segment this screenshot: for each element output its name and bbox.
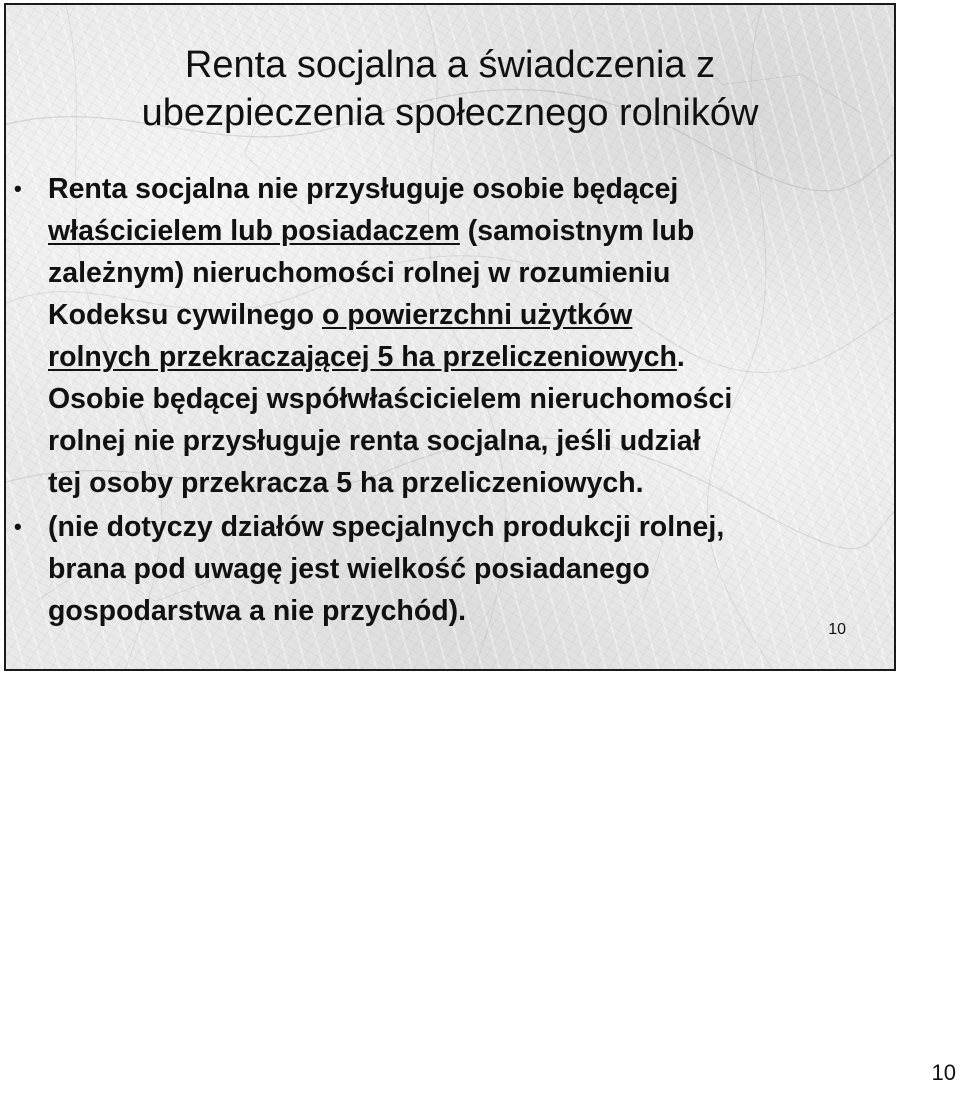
- text-line: [48, 294, 894, 336]
- text-fragment: .: [676, 341, 685, 373]
- text-line: gospodarstwa a nie przychód).: [48, 595, 467, 627]
- bullet-list: [14, 168, 894, 632]
- slide: [4, 3, 896, 671]
- underlined-text: o powierzchni użytków: [321, 299, 633, 331]
- title-line: ubezpieczenia społecznego rolników: [141, 92, 759, 134]
- text-line: [48, 210, 894, 252]
- underlined-text: właścicielem lub posiadaczem: [48, 215, 460, 247]
- slide-number: 10: [828, 621, 846, 638]
- bullet-item: [14, 506, 894, 632]
- text-line: Renta socjalna nie przysługuje osobie będącej: [48, 173, 679, 205]
- text-line: rolnej nie przysługuje renta socjalna, jeśli udział: [48, 425, 701, 457]
- text-line: tej osoby przekracza 5 ha przeliczeniowych.: [48, 467, 644, 499]
- bullet-marker: •: [14, 514, 22, 539]
- text-fragment: (samoistnym lub: [459, 215, 695, 247]
- text-line: Osobie będącej współwłaścicielem nieruchomości: [48, 383, 733, 415]
- text-line: brana pod uwagę jest wielkość posiadanego: [48, 553, 650, 585]
- bullet-marker: •: [14, 176, 22, 201]
- text-line: [48, 336, 894, 378]
- title-line: Renta socjalna a świadczenia z: [184, 44, 716, 86]
- slide-title: [6, 41, 894, 137]
- text-fragment: Kodeksu cywilnego: [48, 299, 322, 331]
- bullet-item: [14, 168, 894, 504]
- underlined-text: rolnych przekraczającej 5 ha przeliczeniowych: [48, 341, 677, 373]
- text-line: zależnym) nieruchomości rolnej w rozumieniu: [48, 257, 671, 289]
- text-line: (nie dotyczy działów specjalnych produkcji rolnej,: [48, 511, 725, 543]
- page-number: 10: [931, 1060, 956, 1085]
